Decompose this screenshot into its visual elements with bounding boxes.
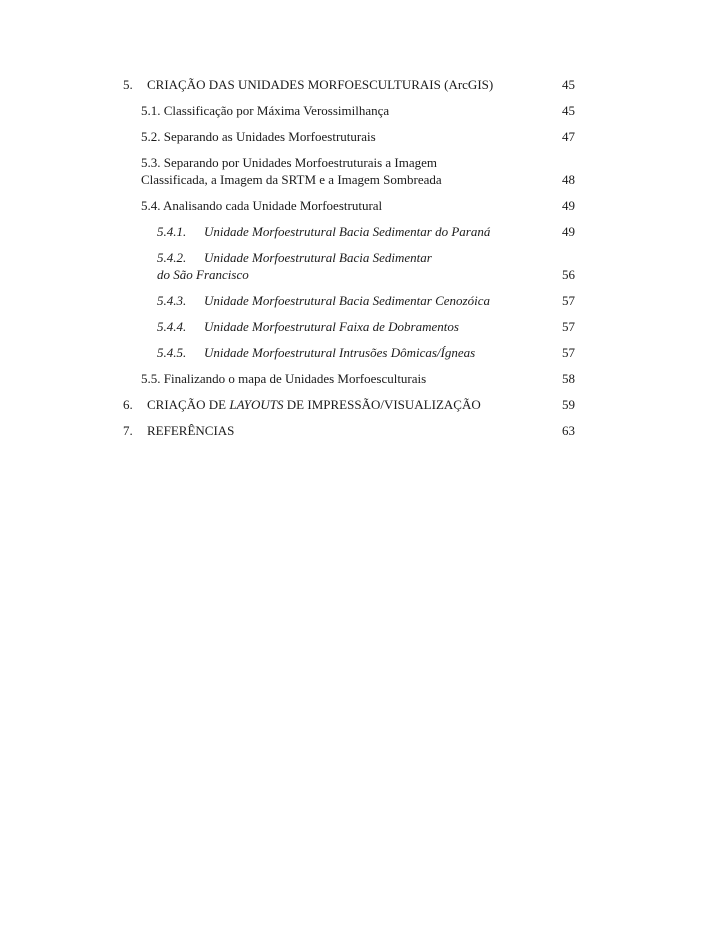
toc-page-number: 56 (562, 267, 575, 282)
toc-entry-5-4-1[interactable] (123, 223, 575, 240)
toc-entry-5-4-2[interactable] (123, 249, 575, 283)
toc-number: 5.4.3. (157, 293, 187, 308)
toc-entry-5-4-5[interactable] (123, 344, 575, 361)
toc-label-prefix: CRIAÇÃO DE (147, 397, 230, 412)
toc-entry-5[interactable] (123, 76, 575, 93)
toc-page-number: 57 (562, 345, 575, 360)
toc-page-number: 63 (562, 423, 575, 438)
toc-label: Unidade Morfoestrutural Bacia Sedimentar do Paraná (204, 224, 491, 239)
toc-label: Unidade Morfoestrutural Bacia Sedimentar Cenozóica (204, 293, 490, 308)
toc-page-number: 45 (562, 103, 575, 118)
toc-label: 5.5. Finalizando o mapa de Unidades Morfoesculturais (141, 371, 427, 386)
toc-entry-5-1[interactable] (123, 102, 575, 119)
toc-label-line-2: do São Francisco (157, 267, 249, 282)
toc-page-number: 45 (562, 77, 575, 92)
toc-label-line-1: 5.3. Separando por Unidades Morfoestruturais a Imagem (141, 155, 438, 170)
toc-page-number: 57 (562, 319, 575, 334)
toc-number: 6. (123, 397, 133, 412)
toc-label-line-1: Unidade Morfoestrutural Bacia Sedimentar (204, 250, 432, 265)
toc-label: REFERÊNCIAS (147, 423, 235, 438)
toc-entry-6[interactable] (123, 396, 575, 413)
toc-label: 5.4. Analisando cada Unidade Morfoestrutural (141, 198, 383, 213)
toc-label: Unidade Morfoestrutural Faixa de Dobramentos (204, 319, 459, 334)
toc-entry-5-3[interactable] (123, 154, 575, 188)
toc-page-number: 58 (562, 371, 575, 386)
toc-label: CRIAÇÃO DAS UNIDADES MORFOESCULTURAIS (ArcGIS) (147, 77, 494, 92)
toc-label-italic: LAYOUTS (229, 397, 284, 412)
toc-page-number: 49 (562, 224, 575, 239)
toc-number: 5.4.2. (157, 250, 187, 265)
toc-number: 5. (123, 77, 133, 92)
toc-page-number: 48 (562, 172, 575, 187)
toc-number: 7. (123, 423, 133, 438)
toc-label: Unidade Morfoestrutural Intrusões Dômicas/Ígneas (204, 345, 476, 360)
toc-number: 5.4.1. (157, 224, 187, 239)
toc-number: 5.4.5. (157, 345, 187, 360)
toc-entry-5-4-4[interactable] (123, 318, 575, 335)
table-of-contents (123, 76, 575, 448)
toc-page-number: 47 (562, 129, 575, 144)
toc-entry-5-5[interactable] (123, 370, 575, 387)
toc-page-number: 49 (562, 198, 575, 213)
toc-label-suffix: DE IMPRESSÃO/VISUALIZAÇÃO (283, 397, 481, 412)
toc-page-number: 57 (562, 293, 575, 308)
toc-label-line-2: Classificada, a Imagem da SRTM e a Imagem Sombreada (141, 172, 442, 187)
toc-entry-5-2[interactable] (123, 128, 575, 145)
toc-number: 5.4.4. (157, 319, 187, 334)
toc-entry-5-4-3[interactable] (123, 292, 575, 309)
toc-label: 5.1. Classificação por Máxima Verossimilhança (141, 103, 390, 118)
toc-entry-5-4[interactable] (123, 197, 575, 214)
toc-page-number: 59 (562, 397, 575, 412)
toc-entry-7[interactable] (123, 422, 575, 439)
toc-label: 5.2. Separando as Unidades Morfoestruturais (141, 129, 376, 144)
